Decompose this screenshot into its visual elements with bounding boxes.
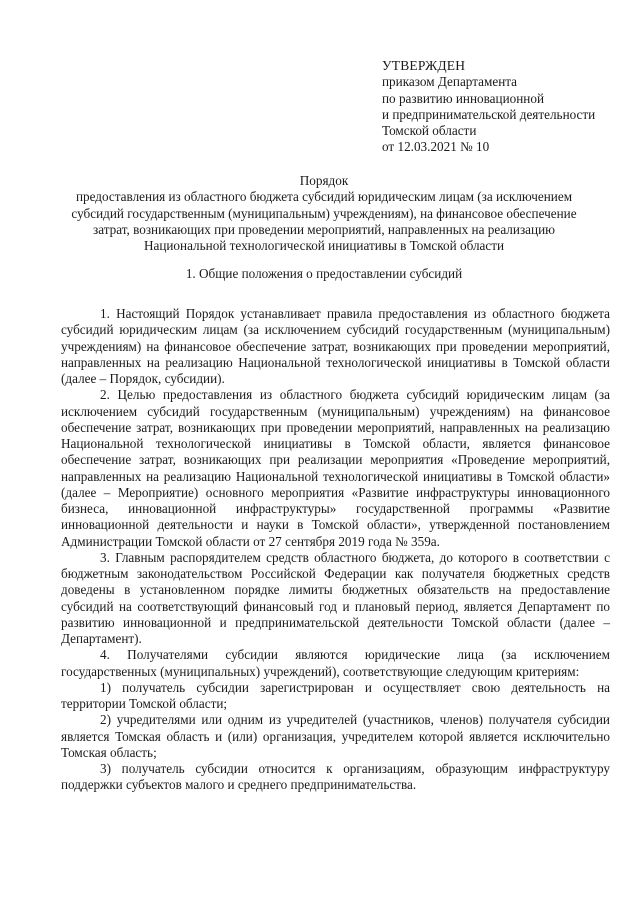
- approval-line-dept: по развитию инновационной: [382, 90, 545, 106]
- paragraph-3: 3. Главным распорядителем средств областного бюджета, до которого в соответствии с бюджетным законодательством Российской Федерации как получателя бюджетных средств доведены в установленном порядке лимиты бюджетных обязательств на предоставление субсидий на соответствующий финансовый год и плановый период, является Департамент по развитию инновационной и предпринимательской деятельности Томской области (далее – Департамент).: [61, 549, 610, 646]
- paragraph-1: 1. Настоящий Порядок устанавливает правила предоставления из областного бюджета субсидий юридическим лицам (за исключением субсидий государственным (муниципальным) учреждениям) на финансовое обеспечение затрат, возникающих при проведении мероприятий, направленных на реализацию Национальной технологической инициативы в Томской области (далее – Порядок, субсидии).: [61, 306, 610, 386]
- approval-heading: УТВЕРЖДЕН: [382, 58, 466, 73]
- approval-line-activity: и предпринимательской деятельности: [382, 106, 596, 122]
- approval-stamp: [382, 58, 632, 156]
- document-body: [61, 306, 610, 794]
- approval-line-region: Томской области: [382, 123, 477, 139]
- approval-line-order: приказом Департамента: [382, 74, 518, 90]
- title-word: Порядок: [299, 173, 349, 188]
- paragraph-2: 2. Целью предоставления из областного бюджета субсидий юридическим лицам (за исключением субсидий государственным (муниципальным) учреждениям) на финансовое обеспечение затрат, возникающих при проведении мероприятий, направленных на реализацию Национальной технологической инициативы в Томской области, является финансовое обеспечение затрат, возникающих при реализации мероприятия «Проведение мероприятий, направленных на реализацию Национальной технологической инициативы в Томской области» (далее – Мероприятие) основного мероприятия «Развитие инфраструктуры инновационного бизнеса, инновационной инфраструктуры» государственной программы «Развитие инновационной деятельности и науки в Томской области», утвержденной постановлением Администрации Томской области от 27 сентября 2019 года № 359а.: [61, 387, 610, 549]
- criterion-2: 2) учредителями или одним из учредителей (участников, членов) получателя субсидии является Томская область и (или) организация, учредителем которой является исключительно Томская область;: [61, 712, 610, 760]
- paragraph-4: 4. Получателями субсидии являются юридические лица (за исключением государственных (муниципальных) учреждений), соответствующие следующим критериям:: [61, 647, 610, 679]
- document-title: [60, 173, 588, 254]
- approval-line-date: от 12.03.2021 № 10: [382, 139, 490, 155]
- criterion-1: 1) получатель субсидии зарегистрирован и осуществляет свою деятельность на территории Томской области;: [61, 679, 610, 711]
- title-subtitle: предоставления из областного бюджета субсидий юридическим лицам (за исключением субсидий государственным (муниципальным) учреждениям), на финансовое обеспечение затрат, возникающих при проведении мероприятий, направленных на реализацию Национальной технологической инициативы в Томской области: [71, 189, 577, 254]
- section-heading: 1. Общие положения о предоставлении субсидий: [185, 266, 463, 281]
- criterion-3: 3) получатель субсидии относится к организациям, образующим инфраструктуру поддержки субъектов малого и среднего предпринимательства.: [61, 761, 610, 793]
